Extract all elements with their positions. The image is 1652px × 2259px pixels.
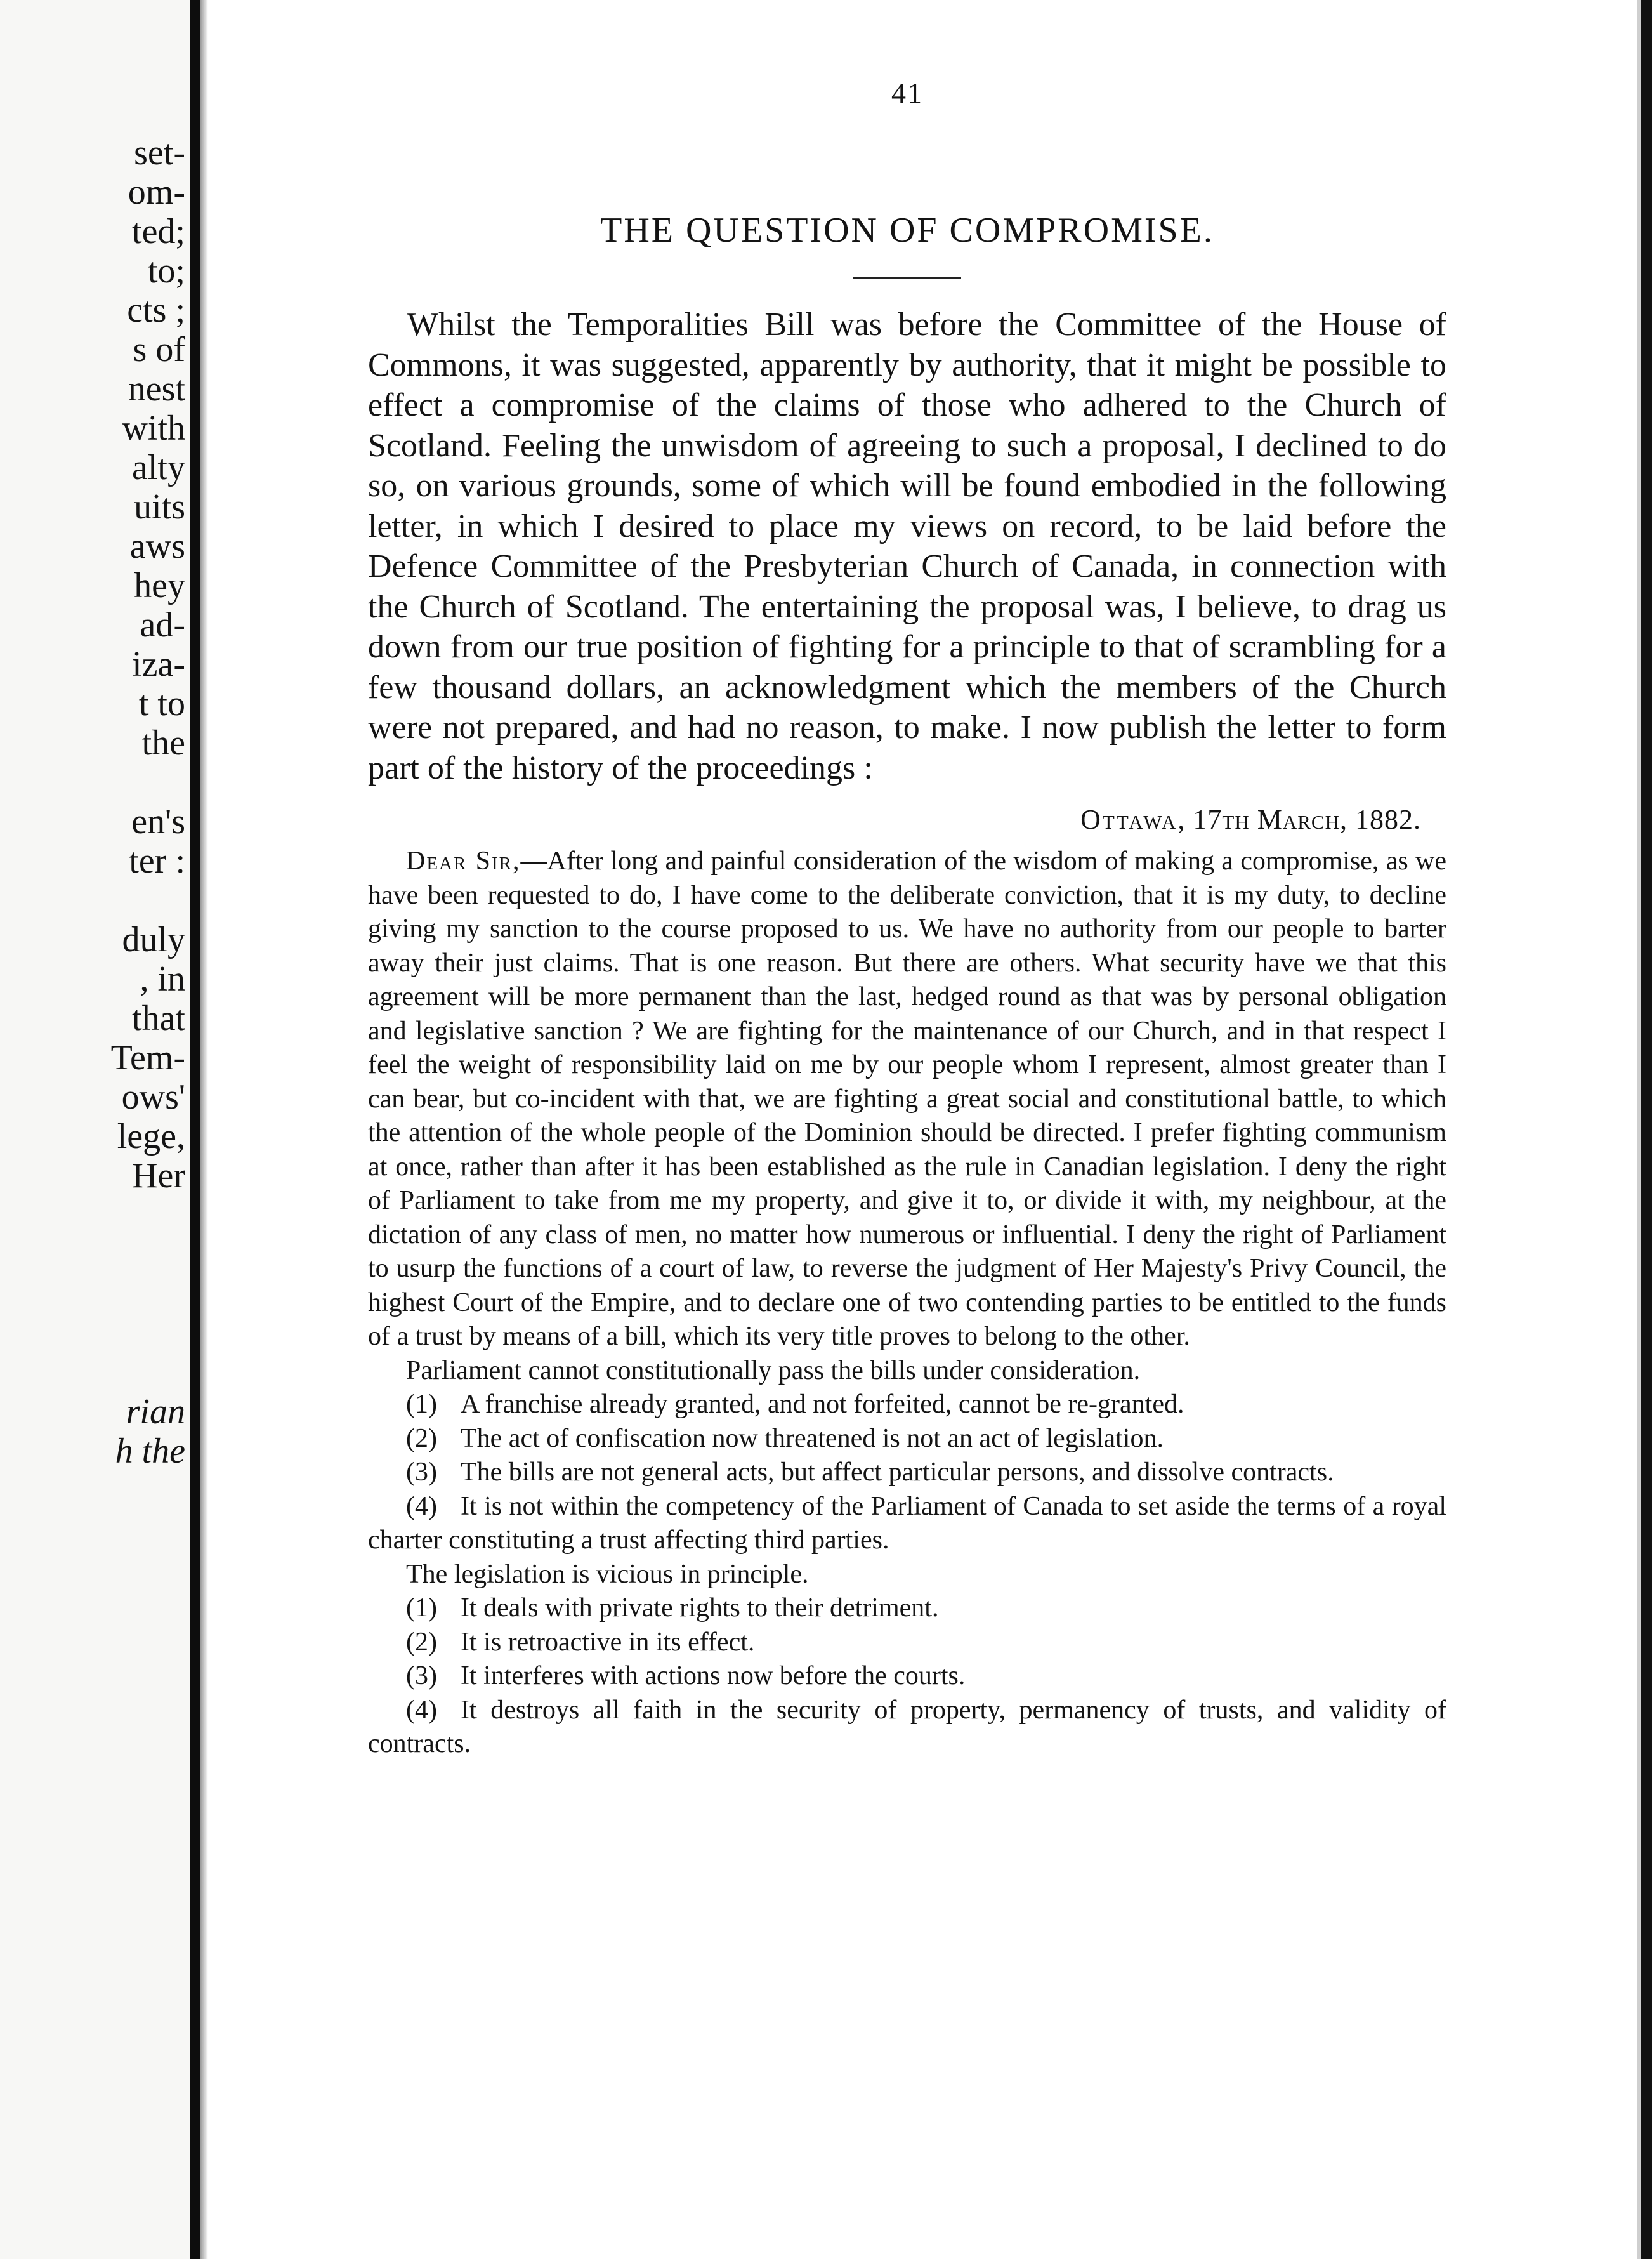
dateline-date: , 17th March, 1882. [1177,804,1421,835]
facing-page-line: h the [115,1432,185,1471]
principle-objection-item-number: (2) [406,1627,437,1657]
facing-page-line: ows' [121,1077,185,1117]
facing-page-line: Tem- [110,1038,185,1077]
facing-page-line: aws [129,527,185,566]
facing-page-line: nest [128,369,185,409]
parliament-paragraph: Parliament cannot constitutionally pass the bills under consideration. [406,1355,1141,1385]
letter-dateline [368,803,1421,836]
principle-objection-item-text: It destroys all faith in the security of property, permanency of trusts, and validity of contracts. [368,1695,1446,1758]
intro-paragraph: Whilst the Temporalities Bill was before the Committee of the House of Commons, it was suggested, apparently by authority, that it might be possible to effect a compromise of the claims of those who adhered to the Church of Scotland. Feeling the unwisdom of agreeing to such a proposal, I declined to do so, on various grounds, some of which will be found embodied in the following letter, in which I desired to place my views on record, to be laid before the Defence Committee of the Presbyterian Church of Canada, in connection with the Church of Scotland. The entertaining the proposal was, I believe, to drag us down from our true position of fighting for a principle to that of scrambling for a few thousand dollars, an acknowledgment which the members of the Church were not prepared, and had no reason, to make. I now publish the letter to form part of the history of the proceedings : [368,306,1446,786]
facing-page-line: hey [134,566,185,605]
facing-page-line: t to [138,684,185,723]
letter-salutation: Dear Sir, [406,846,521,876]
principle-objection-item-text: It interferes with actions now before the courts. [461,1661,966,1690]
principle-objections-list [368,1591,1446,1762]
page-edge [1641,0,1652,2259]
facing-page-gap [0,1353,190,1392]
gutter-shadow [200,0,208,2259]
facing-page-line: to; [147,251,185,291]
facing-page-line: om- [128,173,185,212]
facing-page-line: s of [133,330,185,369]
constitutional-objection-item-number: (3) [406,1458,437,1487]
facing-page-gap [0,763,190,802]
constitutional-objection-item [368,1490,1446,1558]
facing-page-line: alty [132,448,185,487]
page-number: 41 [891,77,923,109]
constitutional-objection-item [368,1388,1446,1422]
constitutional-objection-item-text: The act of confiscation now threatened is not an act of legislation. [461,1423,1164,1453]
facing-page-gap [0,1195,190,1235]
letter-body: —After long and painful consideration of the wisdom of making a compromise, as we have been requested to do, I have come to the deliberate conviction, that it is my duty, to decline giving my sanction to the course proposed to us. We have no authority from our people to barter away their just claims. That is one reason. But there are others. What security have we that this agreement will be more permanent than the last, hedged round as that was by personal obligation and legislative sanction ? We are fighting for the maintenance of our Church, and in that respect I feel the weight of responsibility laid on me by our people whom I represent, almost greater than I can bear, but co-incident with that, we are fighting a great social and constitutional battle, to which the attention of the whole people of the Dominion should be directed. I prefer fighting communism at once, rather than after it has been established as the rule in Canadian legislation. I deny the right of Parliament to take from me my property, and give it to, or divide it with, my neighbour, at the dictation of any class of men, no matter how numerous or influential. I deny the right of Parliament to usurp the functions of a court of law, to reverse the judgment of Her Majesty's Privy Council, the highest Court of the Empire, and to declare one of two contending parties to be entitled to the funds of a trust by means of a bill, which its very title proves to belong to the other. [368,846,1446,1351]
section-title: THE QUESTION OF COMPROMISE. [600,211,1214,250]
facing-page-line: cts ; [127,291,185,330]
principle-objection-item [368,1659,1446,1694]
principle-objection-item-number: (3) [406,1661,437,1690]
facing-page-line: ted; [132,212,185,251]
principle-objection-item [368,1626,1446,1660]
constitutional-objections-list [368,1388,1446,1558]
constitutional-objection-item-text: A franchise already granted, and not forfeited, cannot be re-granted. [461,1390,1184,1419]
constitutional-objection-item [368,1456,1446,1490]
facing-page-line: ter : [129,841,185,881]
facing-page-line: duly [122,920,185,959]
letter-paragraph [368,845,1446,1354]
facing-page-line: rian [126,1392,185,1432]
facing-page-line: ad- [140,605,185,645]
title-rule [853,277,961,279]
facing-page-line: that [132,999,185,1038]
constitutional-objection-item-number: (4) [406,1491,437,1521]
facing-page-line: , in [140,959,185,999]
facing-page-line: with [122,409,185,448]
vicious-principle-paragraph: The legislation is vicious in principle. [406,1559,809,1589]
facing-page-line: en's [131,802,185,841]
facing-page-gap [0,1235,190,1274]
facing-page-line: lege, [117,1117,185,1156]
facing-page-line: the [141,723,185,763]
page-body [368,76,1446,1762]
constitutional-objection-item-number: (2) [406,1423,437,1453]
principle-objection-item-number: (1) [406,1593,437,1623]
facing-page-line: Her [132,1156,185,1195]
gutter-binding [190,0,200,2259]
facing-page-line: iza- [132,645,185,684]
facing-page-line: uits [134,487,185,527]
constitutional-objection-item [368,1422,1446,1456]
facing-page-text [0,133,190,1471]
facing-page [0,0,190,2259]
dateline-place: Ottawa [1080,804,1178,835]
constitutional-objection-item-text: It is not within the competency of the Parliament of Canada to set aside the terms of a royal charter constituting a trust affecting third parties. [368,1491,1446,1555]
principle-objection-item [368,1591,1446,1626]
constitutional-objection-item-text: The bills are not general acts, but affect particular persons, and dissolve contracts. [461,1458,1334,1487]
facing-page-line: set- [134,133,185,173]
constitutional-objection-item-number: (1) [406,1390,437,1419]
facing-page-gap [0,1274,190,1314]
principle-objection-item [368,1694,1446,1762]
principle-objection-item-text: It is retroactive in its effect. [461,1627,755,1657]
facing-page-gap [0,881,190,920]
facing-page-gap [0,1314,190,1353]
principle-objection-item-text: It deals with private rights to their detriment. [461,1593,939,1623]
principle-objection-item-number: (4) [406,1695,437,1725]
